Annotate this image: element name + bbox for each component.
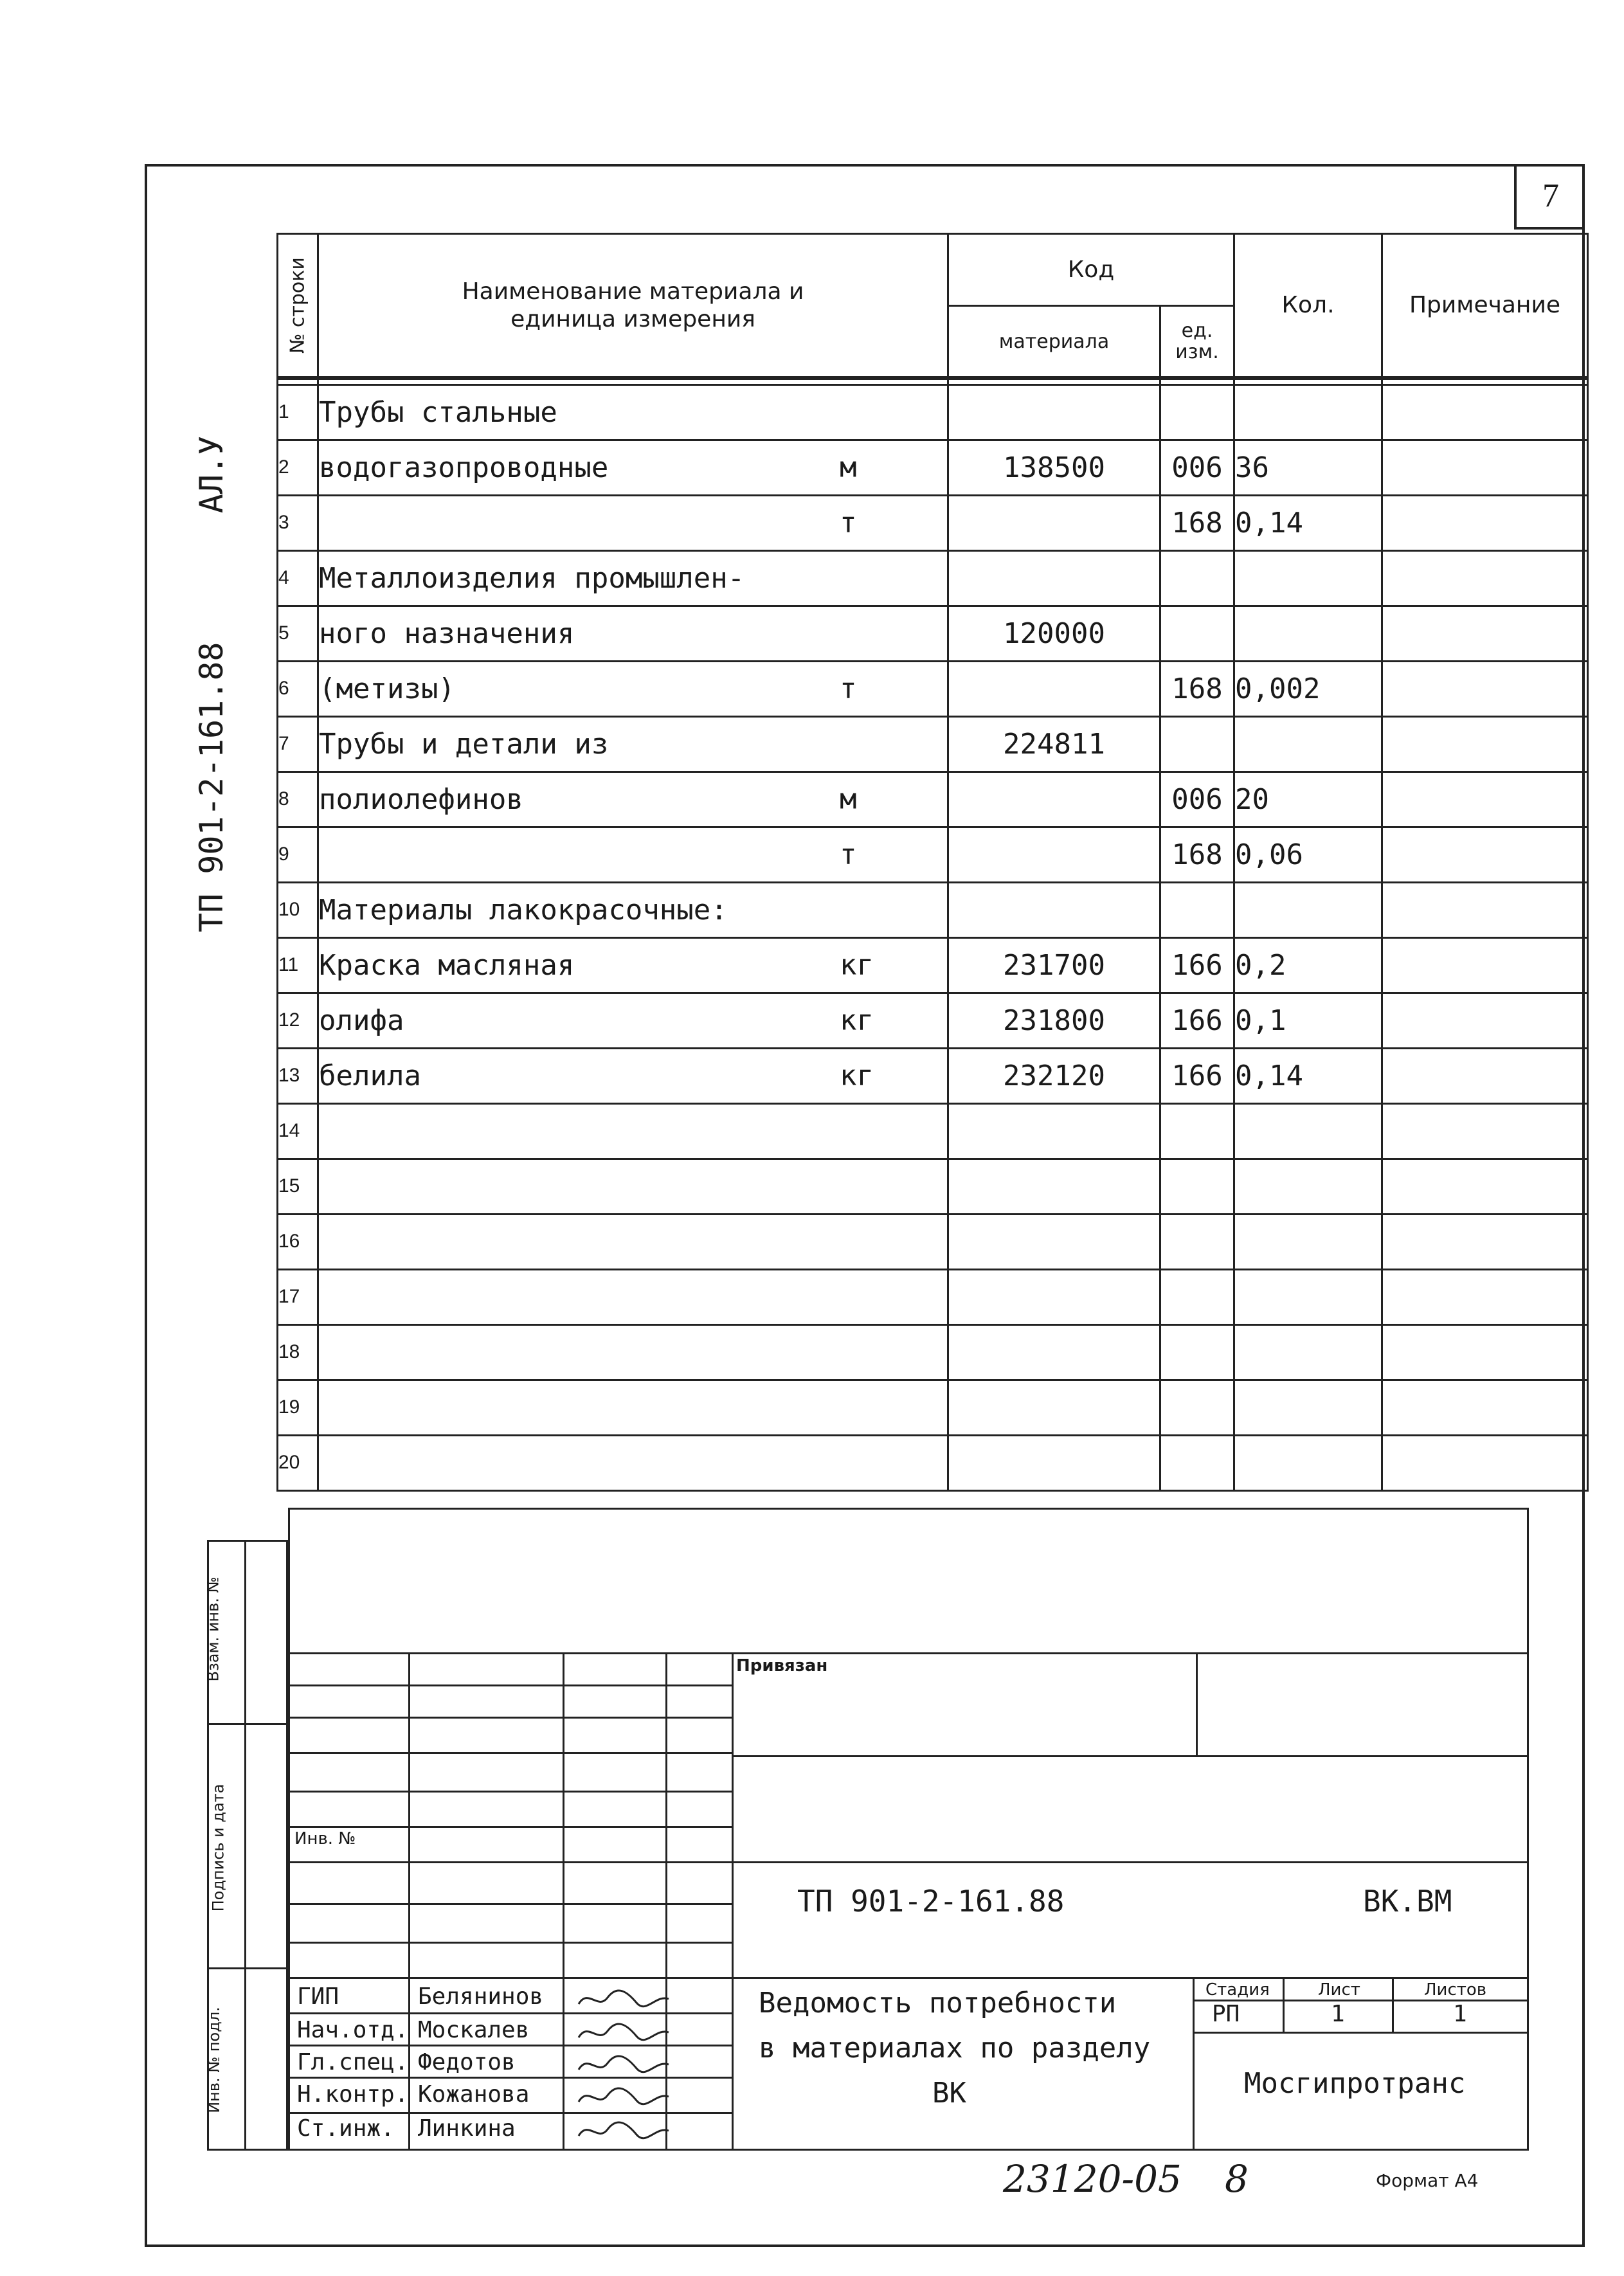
material-code: [948, 1324, 1160, 1380]
material-code: [948, 1159, 1160, 1214]
row-number: 20: [278, 1435, 318, 1490]
signer-role: Нач.отд.: [297, 2017, 409, 2043]
row-number: 5: [278, 606, 318, 661]
material-code: 224811: [948, 716, 1160, 772]
quantity: 0,14: [1234, 495, 1382, 550]
table-row: [278, 1159, 1588, 1214]
measure-unit: кг: [840, 948, 874, 982]
note: [1382, 937, 1588, 993]
materials-table: [276, 233, 1589, 1492]
table-row: [278, 440, 1588, 495]
quantity: [1234, 384, 1382, 440]
unit-code: [1160, 882, 1234, 937]
stamp-hline-main: [288, 1977, 1529, 1979]
table-row: [278, 1214, 1588, 1269]
stage-vline-2: [1392, 1977, 1394, 2032]
material-name-text: белила: [319, 1059, 421, 1092]
side-stamp-sep-2: [207, 1967, 288, 1969]
table-row: [278, 1269, 1588, 1324]
material-code: [948, 1103, 1160, 1159]
material-name-text: олифа: [319, 1004, 404, 1037]
unit-code: [1160, 1435, 1234, 1490]
measure-unit: кг: [840, 1004, 874, 1037]
unit-code: [1160, 1103, 1234, 1159]
header-name: Наименование материала и единица измерения: [318, 234, 948, 379]
title-line-1: Ведомость потребности: [759, 1987, 1117, 2019]
quantity: 0,14: [1234, 1048, 1382, 1103]
header-separator: [278, 378, 1588, 384]
quantity: [1234, 1269, 1382, 1324]
material-code: [948, 827, 1160, 882]
material-name-text: Трубы стальные: [319, 395, 557, 429]
table-row: [278, 1324, 1588, 1380]
row-number: 19: [278, 1380, 318, 1435]
unit-code: 166: [1160, 1048, 1234, 1103]
title-line-2: в материалах по разделу: [759, 2032, 1151, 2064]
side-label-inv: Инв. № подл.: [204, 2007, 223, 2113]
signer-name: Белянинов: [418, 1983, 544, 2010]
title-line-3: ВК: [932, 2077, 966, 2109]
quantity: [1234, 1380, 1382, 1435]
note: [1382, 1048, 1588, 1103]
note: [1382, 993, 1588, 1048]
stage-vline-1: [1283, 1977, 1285, 2032]
table-row: [278, 1103, 1588, 1159]
handwritten-number: 23120-05: [1003, 2157, 1182, 2201]
row-number: 6: [278, 661, 318, 716]
header-row-no: № строки: [278, 234, 318, 379]
table-row: [278, 384, 1588, 440]
measure-unit: м: [840, 782, 857, 816]
material-code: [948, 495, 1160, 550]
material-name-text: (метизы): [319, 672, 455, 705]
unit-code: 168: [1160, 661, 1234, 716]
stamp-hline-top: [288, 1652, 1529, 1654]
side-code-text: ТП 901-2-161.88: [193, 642, 230, 932]
stamp-vline-2: [563, 1652, 564, 2151]
material-name: [318, 1269, 948, 1324]
quantity: [1234, 1214, 1382, 1269]
header-code: Код: [948, 234, 1234, 306]
quantity: 0,06: [1234, 827, 1382, 882]
material-name: [318, 440, 948, 495]
material-name: [318, 1048, 948, 1103]
unit-code: 166: [1160, 993, 1234, 1048]
note: [1382, 1159, 1588, 1214]
quantity: 36: [1234, 440, 1382, 495]
table-row: [278, 827, 1588, 882]
signer-role: Ст.инж.: [297, 2115, 395, 2142]
material-name: [318, 550, 948, 606]
sheets-label: Листов: [1424, 1980, 1487, 2000]
row-number: 4: [278, 550, 318, 606]
side-stamp-sep-1: [207, 1723, 288, 1725]
row-number: 13: [278, 1048, 318, 1103]
table-row: [278, 882, 1588, 937]
quantity: [1234, 716, 1382, 772]
sheet-label: Лист: [1318, 1980, 1360, 2000]
quantity: [1234, 550, 1382, 606]
table-row: [278, 550, 1588, 606]
measure-unit: м: [840, 451, 857, 484]
note: [1382, 1380, 1588, 1435]
material-name: [318, 993, 948, 1048]
material-code: [948, 1380, 1160, 1435]
page-number: 7: [1514, 164, 1585, 230]
note: [1382, 1214, 1588, 1269]
quantity: [1234, 1435, 1382, 1490]
row-number: 18: [278, 1324, 318, 1380]
signer-name: Москалев: [418, 2017, 530, 2043]
measure-unit: т: [840, 672, 857, 705]
inv-no-label: Инв. №: [294, 1829, 356, 1848]
material-name: [318, 1324, 948, 1380]
note: [1382, 827, 1588, 882]
material-code: [948, 1214, 1160, 1269]
quantity: [1234, 1324, 1382, 1380]
note: [1382, 550, 1588, 606]
material-name: [318, 1435, 948, 1490]
material-code: [948, 772, 1160, 827]
stage-hline-2: [1193, 2032, 1529, 2034]
row-number: 16: [278, 1214, 318, 1269]
note: [1382, 882, 1588, 937]
format-label: Формат А4: [1376, 2170, 1479, 2191]
note: [1382, 495, 1588, 550]
stage-value: РП: [1212, 2001, 1240, 2027]
table-row: [278, 661, 1588, 716]
note: [1382, 1435, 1588, 1490]
material-code: [948, 1269, 1160, 1324]
material-name: [318, 1159, 948, 1214]
table-row: [278, 772, 1588, 827]
note: [1382, 772, 1588, 827]
organization: Мосгипротранс: [1244, 2067, 1466, 2100]
table-row: [278, 606, 1588, 661]
unit-code: [1160, 1214, 1234, 1269]
material-name: [318, 661, 948, 716]
unit-code: [1160, 1324, 1234, 1380]
material-code: [948, 384, 1160, 440]
quantity: [1234, 882, 1382, 937]
table-row: [278, 495, 1588, 550]
material-name-text: Трубы и детали из: [319, 727, 609, 761]
material-name-text: Материалы лакокрасочные:: [319, 893, 728, 926]
row-number: 14: [278, 1103, 318, 1159]
material-name-text: полиолефинов: [319, 782, 523, 816]
signature-mark: [575, 1985, 672, 2014]
signer-role: Гл.спец.: [297, 2049, 409, 2075]
unit-code: [1160, 1159, 1234, 1214]
material-code: 231800: [948, 993, 1160, 1048]
note: [1382, 661, 1588, 716]
signer-name: Федотов: [418, 2049, 516, 2075]
material-name-text: водогазопроводные: [319, 451, 609, 484]
table-row: [278, 937, 1588, 993]
material-name: [318, 1103, 948, 1159]
unit-code: 006: [1160, 440, 1234, 495]
measure-unit: т: [840, 838, 857, 871]
sheet-value: 1: [1331, 2001, 1345, 2027]
doc-mark: ВК.ВМ: [1363, 1884, 1452, 1919]
sheets-value: 1: [1453, 2001, 1467, 2027]
table-row: [278, 1380, 1588, 1435]
unit-code: [1160, 606, 1234, 661]
material-name: [318, 772, 948, 827]
material-code: 138500: [948, 440, 1160, 495]
row-number: 1: [278, 384, 318, 440]
unit-code: 168: [1160, 495, 1234, 550]
row-number: 9: [278, 827, 318, 882]
material-name-text: Краска масляная: [319, 948, 575, 982]
unit-code: 166: [1160, 937, 1234, 993]
stamp-vline-4: [732, 1652, 734, 2151]
stamp-vline-1: [408, 1652, 410, 2151]
quantity: [1234, 606, 1382, 661]
header-material: материала: [948, 306, 1160, 378]
unit-code: [1160, 716, 1234, 772]
note: [1382, 1269, 1588, 1324]
signature-mark: [575, 2050, 672, 2079]
material-code: [948, 550, 1160, 606]
title-divider: [1193, 1977, 1195, 2151]
material-name: [318, 384, 948, 440]
quantity: 0,002: [1234, 661, 1382, 716]
row-number: 17: [278, 1269, 318, 1324]
signer-role: Н.контр.: [297, 2081, 409, 2108]
side-stamp-divider: [244, 1540, 246, 2151]
privyazan-label: Привязан: [736, 1656, 828, 1675]
unit-code: 006: [1160, 772, 1234, 827]
note: [1382, 716, 1588, 772]
row-number: 10: [278, 882, 318, 937]
note: [1382, 1103, 1588, 1159]
row-number: 8: [278, 772, 318, 827]
stage-label: Стадия: [1205, 1980, 1270, 2000]
doc-code: ТП 901-2-161.88: [797, 1884, 1065, 1919]
row-number: 2: [278, 440, 318, 495]
quantity: 20: [1234, 772, 1382, 827]
header-note: Примечание: [1382, 234, 1588, 379]
row-number: 11: [278, 937, 318, 993]
material-name: [318, 1380, 948, 1435]
side-label-vzam: Взам. инв. №: [204, 1576, 222, 1682]
material-name-text: Металлоизделия промышлен-: [319, 561, 745, 595]
material-name: [318, 937, 948, 993]
material-name: [318, 1214, 948, 1269]
material-name: [318, 716, 948, 772]
stage-hline-1: [1193, 2000, 1529, 2001]
header-row-1: [278, 234, 1588, 306]
material-name: [318, 827, 948, 882]
row-number: 15: [278, 1159, 318, 1214]
unit-code: 168: [1160, 827, 1234, 882]
note: [1382, 1324, 1588, 1380]
header-unit: ед. изм.: [1160, 306, 1234, 378]
signature-mark: [575, 2117, 672, 2145]
handwritten-page: 8: [1225, 2157, 1249, 2201]
material-code: 232120: [948, 1048, 1160, 1103]
row-number: 3: [278, 495, 318, 550]
material-code: 231700: [948, 937, 1160, 993]
header-qty: Кол.: [1234, 234, 1382, 379]
material-code: [948, 1435, 1160, 1490]
material-name-text: ного назначения: [319, 617, 575, 650]
material-name: [318, 495, 948, 550]
quantity: [1234, 1159, 1382, 1214]
signer-name: Кожанова: [418, 2081, 530, 2108]
signer-name: Линкина: [418, 2115, 516, 2142]
side-label-podpis: Подпись и дата: [209, 1784, 228, 1912]
measure-unit: т: [840, 506, 857, 539]
side-mark: АЛ.У: [193, 435, 230, 514]
stamp-hline-privyazan: [732, 1755, 1529, 1757]
note: [1382, 384, 1588, 440]
quantity: 0,2: [1234, 937, 1382, 993]
quantity: 0,1: [1234, 993, 1382, 1048]
unit-code: [1160, 1269, 1234, 1324]
signer-role: ГИП: [297, 1983, 339, 2010]
unit-code: [1160, 384, 1234, 440]
table-row: [278, 716, 1588, 772]
material-name: [318, 882, 948, 937]
unit-code: [1160, 550, 1234, 606]
measure-unit: кг: [840, 1059, 874, 1092]
stamp-hline-code: [732, 1861, 1529, 1863]
material-name: [318, 606, 948, 661]
row-number: 12: [278, 993, 318, 1048]
unit-code: [1160, 1380, 1234, 1435]
material-code: 120000: [948, 606, 1160, 661]
note: [1382, 606, 1588, 661]
stamp-vline-5: [1196, 1652, 1198, 1755]
note: [1382, 440, 1588, 495]
table-row: [278, 1435, 1588, 1490]
material-code: [948, 661, 1160, 716]
side-code: [193, 436, 230, 932]
table-row: [278, 1048, 1588, 1103]
quantity: [1234, 1103, 1382, 1159]
table-row: [278, 993, 1588, 1048]
signature-mark: [575, 2018, 672, 2047]
signature-mark: [575, 2082, 672, 2111]
material-code: [948, 882, 1160, 937]
row-number: 7: [278, 716, 318, 772]
